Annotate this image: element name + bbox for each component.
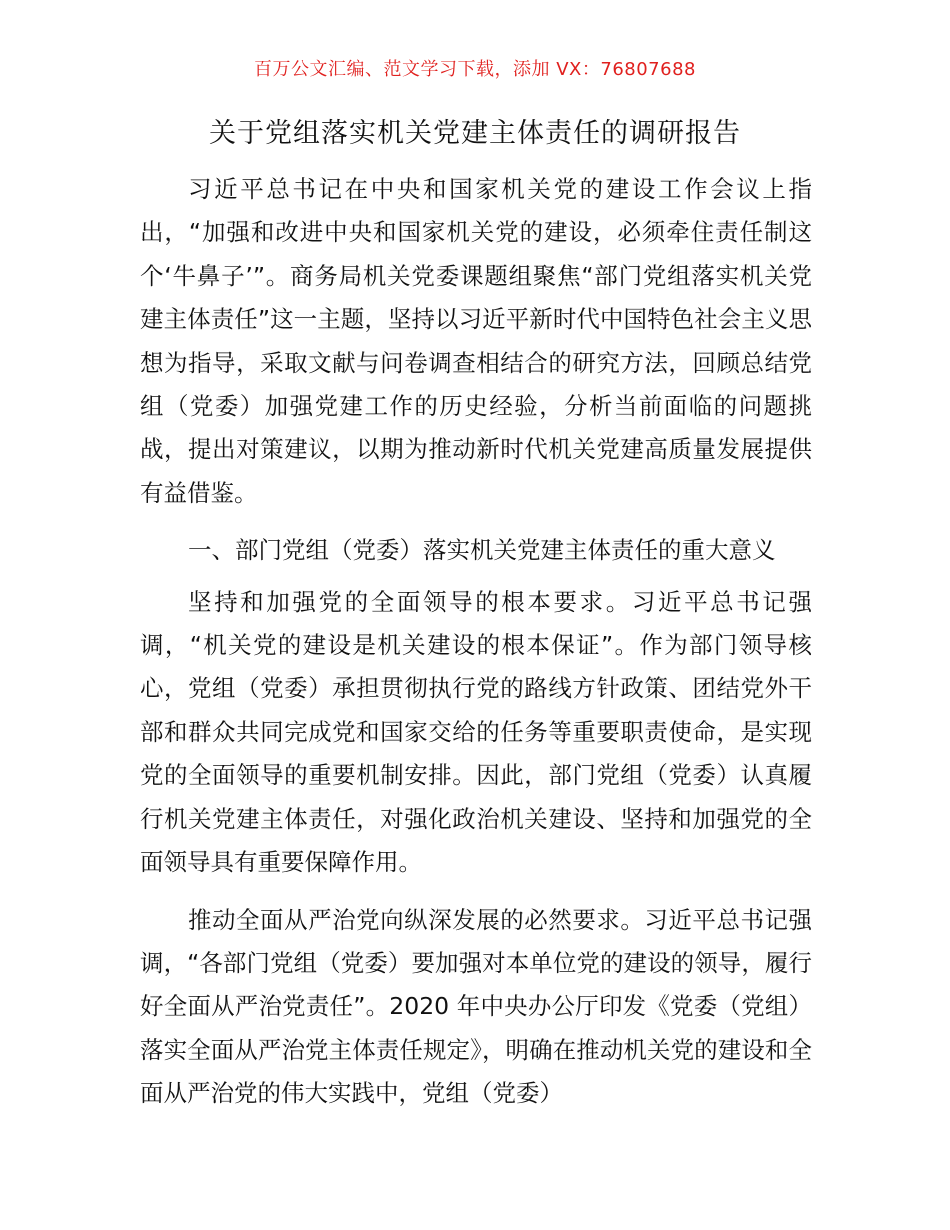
document-title: 关于党组落实机关党建主体责任的调研报告	[209, 118, 741, 149]
paragraph-strict-governance: 推动全面从严治党向纵深发展的必然要求。习近平总书记强调，“各部门党组（党委）要加强对本单位党的建设的领导，履行好全面从严治党责任”。2020 年中央办公厅印发《党委（党组）落实全面从严治党主体责任规定》，明确在推动机关党的建设和全面从严治党的伟大实践中，党组（党委）	[140, 905, 812, 1108]
section-heading-1: 一、部门党组（党委）落实机关党建主体责任的重大意义	[188, 536, 776, 565]
header-banner: 百万公文汇编、范文学习下载，添加 VX：76807688	[254, 59, 696, 80]
paragraph-intro: 习近平总书记在中央和国家机关党的建设工作会议上指出，“加强和改进中央和国家机关党的建设，必须牵住责任制这个‘牛鼻子’”。商务局机关党委课题组聚焦“部门党组落实机关党建主体责任”这一主题，坚持以习近平新时代中国特色社会主义思想为指导，采取文献与问卷调查相结合的研究方法，回顾总结党组（党委）加强党建工作的历史经验，分析当前面临的问题挑战，提出对策建议，以期为推动新时代机关党建高质量发展提供有益借鉴。	[140, 175, 812, 507]
paragraph-party-leadership: 坚持和加强党的全面领导的根本要求。习近平总书记强调，“机关党的建设是机关建设的根本保证”。作为部门领导核心，党组（党委）承担贯彻执行党的路线方针政策、团结党外干部和群众共同完成党和国家交给的任务等重要职责使命，是实现党的全面领导的重要机制安排。因此，部门党组（党委）认真履行机关党建主体责任，对强化政治机关建设、坚持和加强党的全面领导具有重要保障作用。	[140, 587, 812, 877]
document-body	[140, 168, 812, 1116]
